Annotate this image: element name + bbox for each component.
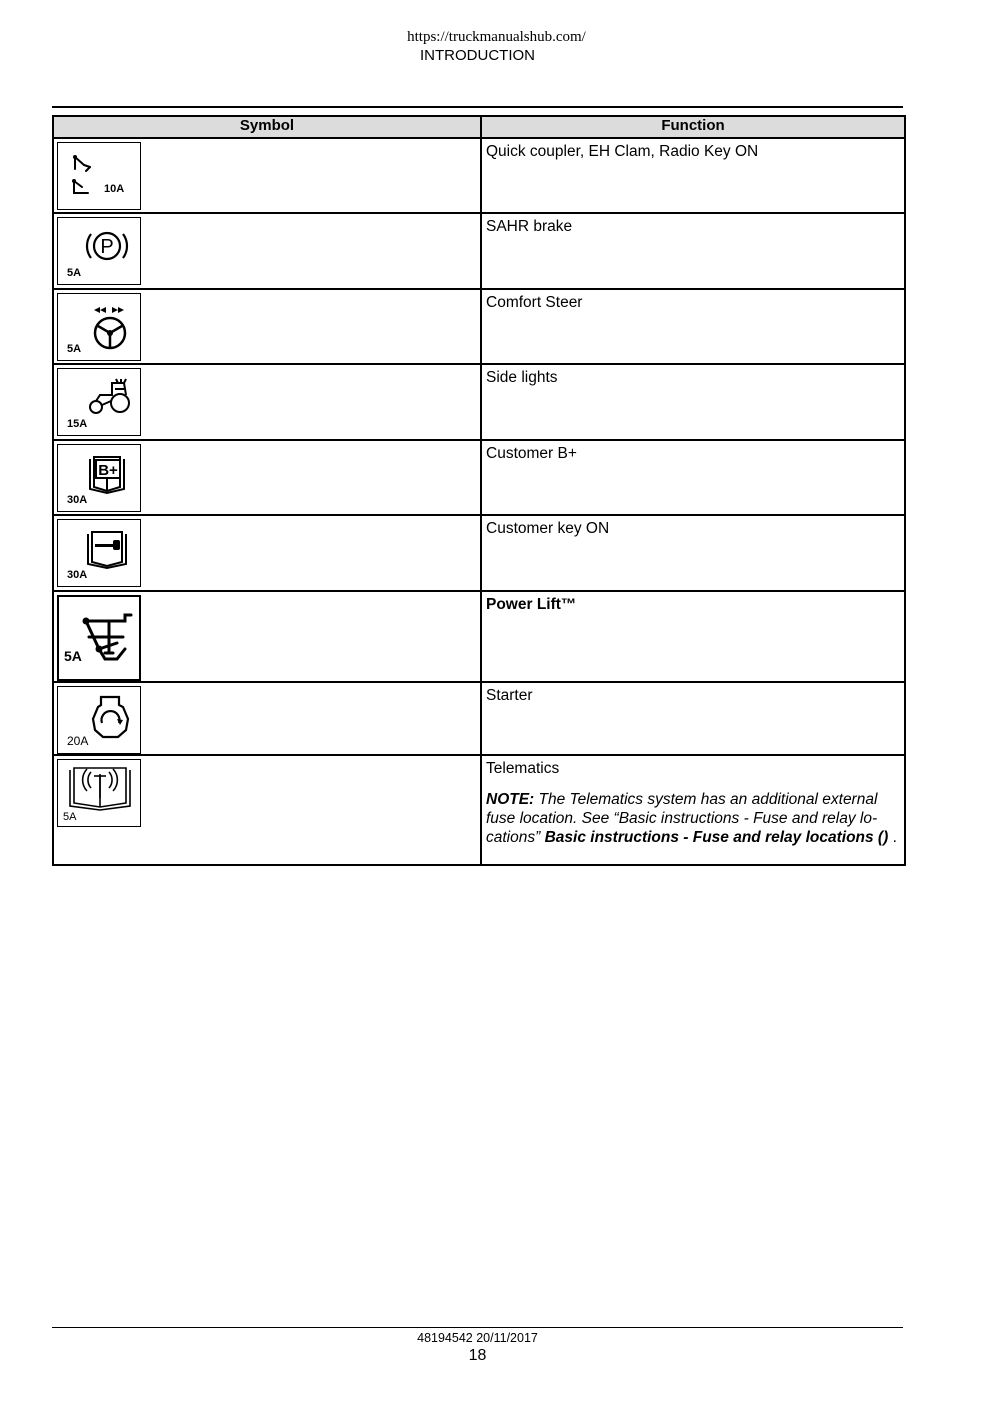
fuse-table	[52, 115, 906, 866]
symbol-header: Symbol	[53, 116, 481, 138]
book-bplus-icon	[57, 444, 141, 512]
svg-text:P: P	[100, 236, 114, 258]
symbol-cell	[53, 440, 481, 515]
book-key-icon	[57, 519, 141, 587]
note-label: NOTE:	[486, 791, 535, 808]
note-tail: .	[888, 829, 897, 846]
header-rule	[52, 106, 903, 108]
function-cell: Customer key ON	[481, 515, 905, 591]
symbol-cell	[53, 515, 481, 591]
function-cell: Quick coupler, EH Clam, Radio Key ON	[481, 138, 905, 213]
steering-wheel-icon	[57, 293, 141, 361]
amp-rating: 5A	[67, 343, 82, 355]
amp-rating: 10A	[104, 183, 125, 195]
function-text: Telematics	[486, 760, 560, 777]
function-header: Function	[481, 116, 905, 138]
function-cell: Comfort Steer	[481, 289, 905, 364]
book-antenna-icon	[57, 759, 141, 827]
note-block	[486, 790, 901, 847]
table-row	[53, 289, 905, 364]
footer-rule	[52, 1327, 903, 1328]
function-cell: Power Lift™	[481, 591, 905, 682]
table-header-row	[53, 116, 905, 138]
symbol-cell	[53, 364, 481, 440]
amp-rating: 5A	[64, 648, 82, 664]
note-text: The Telematics system has an additional external fuse location. See “Basic instructions - Fuse and relay lo-cations”	[486, 791, 878, 846]
function-cell: Starter	[481, 682, 905, 755]
amp-rating: 20A	[67, 734, 89, 748]
amp-rating: 30A	[67, 494, 88, 506]
power-lift-icon	[57, 595, 141, 681]
source-url: https://truckmanualshub.com/	[407, 29, 586, 45]
table-row	[53, 213, 905, 289]
table-row	[53, 440, 905, 515]
symbol-cell	[53, 682, 481, 755]
symbol-cell	[53, 138, 481, 213]
table-row	[53, 755, 905, 865]
page-number: 18	[468, 1347, 487, 1364]
amp-rating: 5A	[63, 811, 77, 823]
section-title: INTRODUCTION	[420, 47, 535, 64]
table-row	[53, 682, 905, 755]
function-cell: SAHR brake	[481, 213, 905, 289]
svg-text:B+: B+	[98, 462, 118, 479]
function-cell: Side lights	[481, 364, 905, 440]
table-row	[53, 364, 905, 440]
symbol-cell	[53, 213, 481, 289]
table-row	[53, 591, 905, 682]
parking-brake-icon	[57, 217, 141, 285]
quick-coupler-icon	[57, 142, 141, 210]
function-cell	[481, 755, 905, 865]
tractor-side-lights-icon	[57, 368, 141, 436]
amp-rating: 15A	[67, 418, 88, 430]
document-number: 48194542 20/11/2017	[417, 1331, 538, 1345]
table-row	[53, 138, 905, 213]
note-link[interactable]: Basic instructions - Fuse and relay locations ()	[544, 829, 889, 846]
amp-rating: 30A	[67, 569, 88, 581]
symbol-cell	[53, 289, 481, 364]
engine-starter-icon	[57, 686, 141, 754]
amp-rating: 5A	[67, 267, 82, 279]
function-cell: Customer B+	[481, 440, 905, 515]
table-row	[53, 515, 905, 591]
symbol-cell	[53, 591, 481, 682]
symbol-cell	[53, 755, 481, 865]
